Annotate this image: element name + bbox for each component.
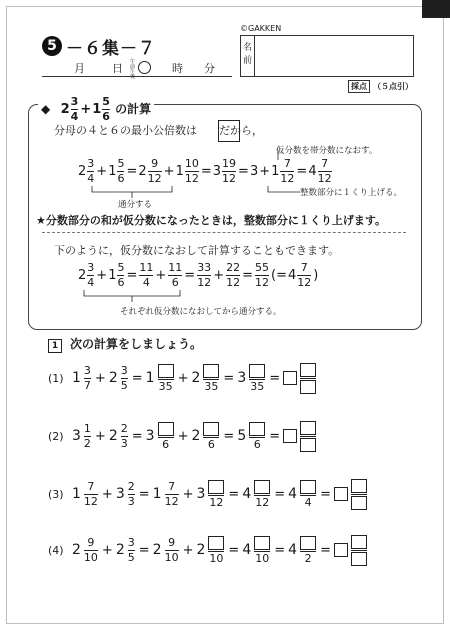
problem-2: (2) 3 $\frac{1}{2}$ + 2 $\frac{2}{3}$ = 3 6 + 2 6 = 5 6 = [48, 416, 317, 456]
question-title [48, 335, 202, 353]
example-equation-2: 2 $\frac{3}{4}$ + 1 $\frac{5}{6}$ = $\frac{11}{4}$ + $\frac{11}{6}$ = $\frac{33}{12}$ + $\frac{22}{12}$ = $\frac{55}{12}$ (= 4 $\frac{7}{12}$ ) [78, 261, 319, 289]
problem-4: (4) 2 $\frac{9}{10}$ + 2 $\frac{3}{5}$ = 2 $\frac{9}{10}$ + 2 10 = 4 10 = 4 2 = [48, 530, 368, 570]
answer-box[interactable] [203, 364, 219, 378]
answer-box[interactable] [158, 364, 174, 378]
answer-box[interactable] [249, 422, 265, 436]
example-title: ◆ 2 $\frac{3}{4}$ +1 $\frac{5}{6}$ の計算 [38, 96, 154, 123]
answer-box[interactable] [300, 363, 316, 377]
answer-box[interactable] [300, 536, 316, 550]
answer-box[interactable] [283, 371, 297, 385]
example-title-text: の計算 [115, 102, 152, 116]
hour-label: 時 [172, 62, 183, 75]
answer-box[interactable] [203, 422, 219, 436]
answer-box[interactable] [300, 421, 316, 435]
answer-box[interactable] [249, 364, 265, 378]
problem-label: (2) [48, 429, 64, 443]
ampm-label: 午前午後 [130, 59, 136, 80]
answer-box[interactable] [334, 487, 348, 501]
note-each: それぞれ仮分数になおしてから通分する。 [120, 307, 282, 317]
problem-label: (3) [48, 487, 64, 501]
answer-box[interactable] [351, 479, 367, 493]
lesson-number-badge: 5 [42, 36, 62, 56]
problem-3: (3) 1 $\frac{7}{12}$ + 3 $\frac{2}{3}$ = 1 $\frac{7}{12}$ + 3 12 = 4 12 = 4 4 = [48, 474, 368, 514]
copyright: ©GAKKEN [240, 24, 282, 33]
month-label: 月 [74, 62, 85, 75]
score-label: 採点 [348, 80, 370, 93]
answer-box[interactable] [283, 429, 297, 443]
answer-box[interactable] [351, 496, 367, 510]
problem-1: (1) 1 $\frac{3}{7}$ + 2 $\frac{3}{5}$ = 1 35 + 2 35 = 3 35 = [48, 358, 317, 398]
answer-box[interactable] [300, 438, 316, 452]
score-value: （５点引） [373, 82, 413, 91]
day-label: 日 [112, 62, 123, 75]
answer-box[interactable] [254, 536, 270, 550]
question-number: 1 [48, 339, 62, 353]
answer-box[interactable] [351, 535, 367, 549]
problem-label: (1) [48, 371, 64, 385]
lesson-title: －６集－７ [66, 39, 156, 59]
example-line2: 下のように，仮分数になおして計算することもできます。 [54, 244, 340, 257]
question-text: 次の計算をしましょう。 [70, 337, 203, 351]
example-line1: 分母の４と６の最小公倍数は だから， [54, 124, 263, 137]
example-separator [42, 232, 406, 233]
example-rule: ★分数部分の和が仮分数になったときは，整数部分に１くり上げます。 [36, 214, 386, 227]
name-label: 名前 [241, 36, 255, 76]
problem-label: (4) [48, 543, 64, 557]
answer-box[interactable] [254, 480, 270, 494]
example-equation-1: 2 $\frac{3}{4}$ + 1 $\frac{5}{6}$ = 2 $\frac{9}{12}$ + 1 $\frac{10}{12}$ = 3 $\frac{19}{12}$ = 3 + 1 $\frac{7}{12}$ = 4 $\frac{7}{12}$ [78, 157, 332, 185]
answer-box[interactable] [300, 480, 316, 494]
answer-box[interactable] [300, 380, 316, 394]
answer-box[interactable] [351, 552, 367, 566]
answer-box[interactable] [158, 422, 174, 436]
diamond-icon: ◆ [41, 102, 51, 116]
note-improper: 仮分数を帯分数になおす。 [276, 146, 378, 156]
minute-label: 分 [204, 62, 215, 75]
answer-box[interactable] [334, 543, 348, 557]
note-common: 通分する [118, 200, 153, 210]
answer-box[interactable] [208, 536, 224, 550]
note-carry: 整数部分に１くり上げる。 [300, 188, 403, 198]
answer-box[interactable] [208, 480, 224, 494]
